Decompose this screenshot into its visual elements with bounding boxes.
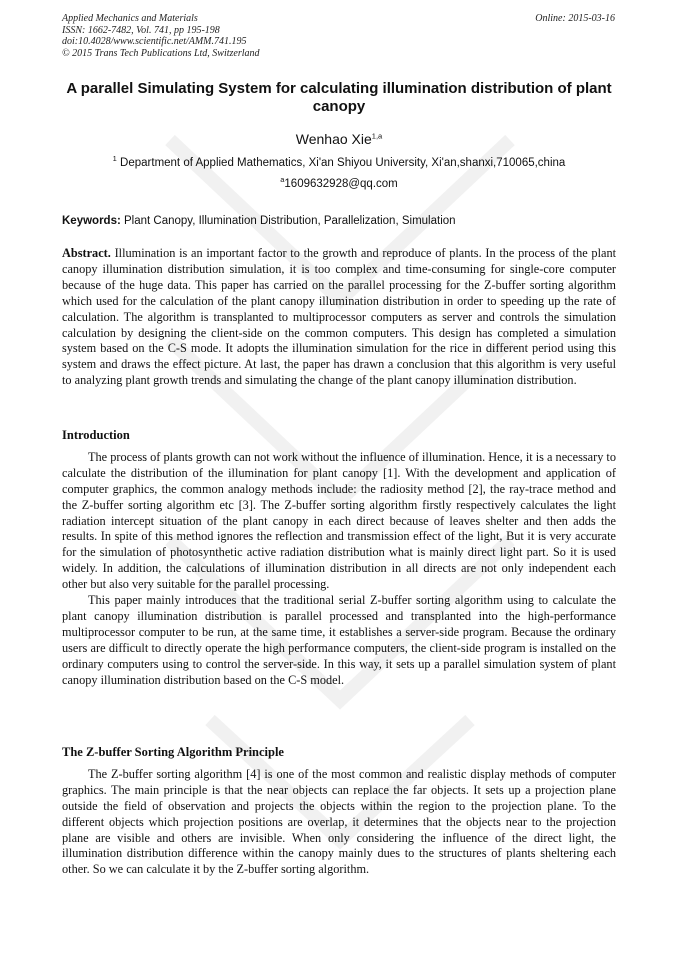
introduction-heading: Introduction (62, 428, 130, 442)
email-superscript: a (280, 175, 285, 185)
keywords-line (62, 214, 616, 228)
email-line (62, 175, 616, 191)
paper-title: A parallel Simulating System for calculating illumination distribution of plant canopy (66, 80, 612, 115)
journal-issn: ISSN: 1662-7482, Vol. 741, pp 195-198 (62, 24, 220, 36)
zbuffer-section (62, 745, 616, 878)
journal-header (62, 13, 260, 59)
zbuffer-heading: The Z-buffer Sorting Algorithm Principle (62, 745, 284, 759)
affiliation-superscript: 1 (112, 154, 117, 164)
author-line (62, 131, 616, 147)
keywords-label: Keywords: (62, 215, 121, 227)
journal-doi: doi:10.4028/www.scientific.net/AMM.741.195 (62, 36, 247, 47)
affiliation-text: Department of Applied Mathematics, Xi'an Shiyou University, Xi'an,shanxi,710065,china (120, 157, 566, 169)
online-date: Online: 2015-03-16 (535, 13, 615, 24)
author-name: Wenhao Xie (295, 131, 372, 147)
journal-name: Applied Mechanics and Materials (62, 13, 198, 24)
zbuffer-paragraph-1: The Z-buffer sorting algorithm [4] is one of the most common and realistic display methods of computer graphics. The main principle is that the near objects can replace the far objects. It sets up a projection plane outside the field of observation and projects the objects within the region to the projection plane. To the different objects which projection positions are overlap, it determines that the objects near to the projection plane are visible and others are invisible. When only considering the influence of the direct light, the illumination distribution difference within the canopy mainly dues to the structures of plants sheltering each other. So we can calculate it by the Z-buffer sorting algorithm. (62, 766, 616, 877)
abstract (62, 246, 616, 389)
introduction-paragraph-2: This paper mainly introduces that the traditional serial Z-buffer sorting algorithm using to calculate the plant canopy illumination distribution is parallel processed and transplanted into the high-performance multiprocessor computer to be run, at the same time, it establishes a server-side program. Because the ordinary users are difficult to directly operate the high performance computers, the client-side program is installed on the ordinary computers using to control the server-side. In this way, it sets up a parallel simulation system of plant canopy illumination distribution based on the C-S model. (62, 593, 616, 687)
journal-copyright: © 2015 Trans Tech Publications Ltd, Switzerland (62, 47, 260, 59)
affiliation-line (62, 154, 616, 170)
keywords-text: Plant Canopy, Illumination Distribution, Parallelization, Simulation (124, 215, 456, 227)
introduction-section (62, 428, 616, 689)
author-email: 1609632928@qq.com (284, 178, 398, 190)
abstract-text: Illumination is an important factor to the growth and reproduce of plants. In the process of the plant canopy illumination distribution simulation, it is too complex and time-consuming for single-core computer because of the huge data. This paper has carried on the parallel processing for the Z-buffer sorting algorithm which used for the calculation of the plant canopy illumination distribution in order to speeding up the rate of calculation. The algorithm is transplanted to multiprocessor computers as server and controls the simulation calculation by designing the client-side on the common computers. This design has completed a simulation system based on the C-S mode. It adopts the illumination simulation for the rice in different period using this system and draws the effect picture. At last, the paper has drawn a conclusion that this algorithm is very useful to analyzing plant growth trends and simulating the change of the plant canopy illumination distribution. (62, 246, 617, 388)
author-superscript: 1,a (371, 131, 383, 141)
abstract-label: Abstract. (62, 246, 111, 260)
introduction-paragraph-1: The process of plants growth can not work without the influence of illumination. Hence, it is a necessary to calculate the distribution of the illumination for plant canopy [1]. With the development and application of computer graphics, the common analogy methods include: the radiosity method [2], the ray-trace method and the Z-buffer sorting algorithm etc [3]. The Z-buffer sorting algorithm firstly respectively calculates the light radiation intercept situation of the plant canopy in each direct because of leaves shelter and then adds the results. In spite of this method ignores the reflection and transmission effect of the light, But it is very accurate for the simulation of photosynthetic active radiation distribution what is mainly direct light part. So it is used widely. In addition, the calculations of illumination distribution in all directs are not only independent each other but also very suitable for the parallel processing. (62, 449, 616, 592)
